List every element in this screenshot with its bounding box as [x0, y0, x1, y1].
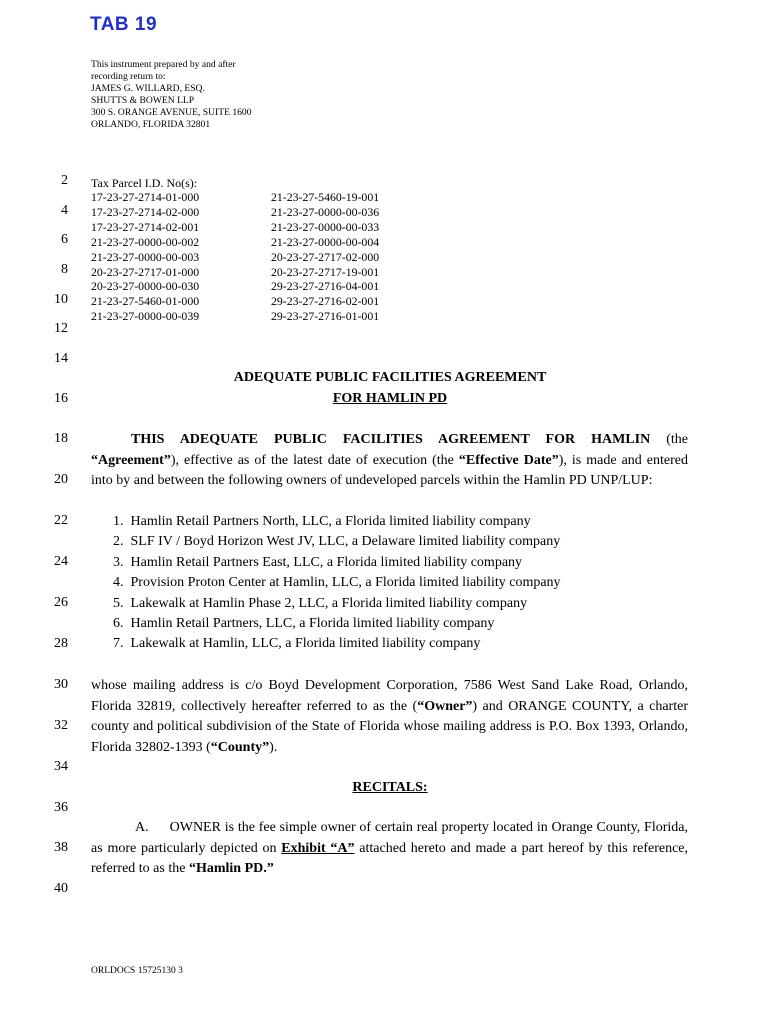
owners-list	[113, 512, 561, 655]
tax-parcel-id: 21-23-27-0000-00-002	[91, 234, 200, 249]
tax-parcel-id: 20-23-27-2717-19-001	[271, 264, 380, 279]
tax-parcel-id: 20-23-27-2717-02-000	[271, 249, 380, 264]
line-number: 8	[61, 262, 68, 277]
line-number: 36	[54, 800, 68, 815]
owner-list-item: 6. Hamlin Retail Partners, LLC, a Florida limited liability company	[113, 616, 495, 632]
tax-parcel-id: 20-23-27-0000-00-030	[91, 279, 200, 294]
line-number: 10	[54, 292, 68, 307]
intro-text: ), is made and entered into by and between the following owners of undeveloped parcels within the Hamlin PD UNP/LUP:	[91, 452, 688, 488]
line-number: 38	[54, 840, 68, 855]
owner-list-item: 4. Provision Proton Center at Hamlin, LLC, a Florida limited liability company	[113, 575, 561, 591]
address-text: ) and ORANGE COUNTY, a charter county and political subdivision of the State of Florida whose mailing address is P.O. Box 1393, Orlando, Florida 32802-1393 (	[91, 698, 688, 755]
line-number: 6	[61, 232, 68, 247]
document-footer: ORLDOCS 15725130 3	[91, 966, 183, 976]
tax-parcel-right-column	[271, 190, 379, 324]
line-number: 24	[54, 554, 68, 569]
address-text: ).	[269, 739, 278, 755]
tax-parcel-left-column	[91, 190, 199, 324]
recitals-heading	[90, 780, 690, 796]
owner-list-item: 1. Hamlin Retail Partners North, LLC, a Florida limited liability company	[113, 514, 531, 529]
tax-parcel-id: 21-23-27-5460-01-000	[91, 294, 200, 309]
address-paragraph	[91, 676, 688, 758]
intro-text: ), effective as of the latest date of execution (the	[170, 452, 459, 468]
address-text: whose mailing address is c/o Boyd Development Corporation, 7586 West Sand Lake Road, Orlando, Florida 32819, collectively hereafter referred to as the (	[91, 678, 688, 714]
tax-parcel-id: 21-23-27-5460-19-001	[271, 190, 380, 204]
recital-text: OWNER is the fee simple owner of certain real property located in Orange County, Florida, as more particularly depicted on	[91, 820, 688, 856]
line-number: 20	[54, 472, 68, 487]
preparer-line: SHUTTS & BOWEN LLP	[91, 95, 195, 106]
line-number: 22	[54, 513, 68, 528]
tax-parcel-id: 21-23-27-0000-00-033	[271, 219, 380, 234]
line-number: 18	[54, 431, 68, 446]
line-number: 30	[54, 677, 68, 692]
line-number: 14	[54, 351, 68, 366]
line-number: 32	[54, 718, 68, 733]
county-term: “County”	[210, 739, 270, 755]
tax-parcel-heading: Tax Parcel I.D. No(s):	[91, 176, 198, 190]
line-number: 34	[54, 759, 68, 774]
recital-text: attached hereto and made a part hereof by this reference, referred to as the	[91, 840, 688, 876]
exhibit-a-reference: Exhibit “A”	[281, 840, 355, 856]
preparer-line: 300 S. ORANGE AVENUE, SUITE 1600	[91, 107, 252, 118]
document-subtitle	[90, 391, 690, 407]
line-number: 16	[54, 391, 68, 406]
intro-paragraph	[91, 430, 688, 492]
line-number: 4	[61, 203, 68, 218]
recital-a-paragraph	[91, 818, 688, 880]
owner-list-item: 2. SLF IV / Boyd Horizon West JV, LLC, a Delaware limited liability company	[113, 534, 561, 550]
recitals-heading-text: RECITALS:	[352, 780, 428, 795]
line-number: 28	[54, 636, 68, 651]
preparer-line: ORLANDO, FLORIDA 32801	[91, 119, 211, 130]
tax-parcel-id: 17-23-27-2714-02-000	[91, 204, 200, 219]
document-title: ADEQUATE PUBLIC FACILITIES AGREEMENT	[233, 370, 547, 385]
tax-parcel-id: 29-23-27-2716-02-001	[271, 294, 380, 309]
preparer-line: This instrument prepared by and after	[91, 59, 236, 70]
line-number: 26	[54, 595, 68, 610]
tax-parcel-id: 29-23-27-2716-01-001	[271, 309, 380, 324]
owner-list-item: 5. Lakewalk at Hamlin Phase 2, LLC, a Florida limited liability company	[113, 595, 528, 611]
tax-parcel-id: 21-23-27-0000-00-004	[271, 234, 380, 249]
tax-parcel-id: 29-23-27-2716-04-001	[271, 279, 380, 294]
tax-parcel-id: 21-23-27-0000-00-039	[91, 309, 200, 324]
hamlin-pd-term: “Hamlin PD.”	[188, 861, 274, 876]
recital-letter: A.	[135, 820, 149, 835]
tax-parcel-id: 17-23-27-2714-01-000	[91, 190, 200, 204]
intro-text: (the	[650, 432, 689, 447]
line-number: 40	[54, 881, 68, 896]
intro-bold-lead: THIS ADEQUATE PUBLIC FACILITIES AGREEMENT FOR HAMLIN	[131, 432, 651, 447]
line-number: 2	[61, 173, 68, 188]
preparer-line: JAMES G. WILLARD, ESQ.	[91, 83, 205, 94]
tax-parcel-id: 21-23-27-0000-00-036	[271, 204, 380, 219]
tax-parcel-id: 20-23-27-2717-01-000	[91, 264, 200, 279]
owner-list-item: 3. Hamlin Retail Partners East, LLC, a Florida limited liability company	[113, 554, 523, 570]
document-subtitle-text: FOR HAMLIN PD	[332, 391, 448, 406]
preparer-line: recording return to:	[91, 71, 166, 82]
agreement-term: “Agreement”	[91, 452, 171, 468]
owner-term: “Owner”	[417, 698, 473, 714]
tax-parcel-id: 17-23-27-2714-02-001	[91, 219, 200, 234]
owner-list-item: 7. Lakewalk at Hamlin, LLC, a Florida limited liability company	[113, 636, 481, 652]
effective-date-term: “Effective Date”	[458, 452, 559, 468]
tab-label: TAB 19	[90, 14, 158, 35]
preparer-block	[91, 59, 252, 131]
line-number: 12	[54, 321, 68, 336]
tax-parcel-id: 21-23-27-0000-00-003	[91, 249, 200, 264]
